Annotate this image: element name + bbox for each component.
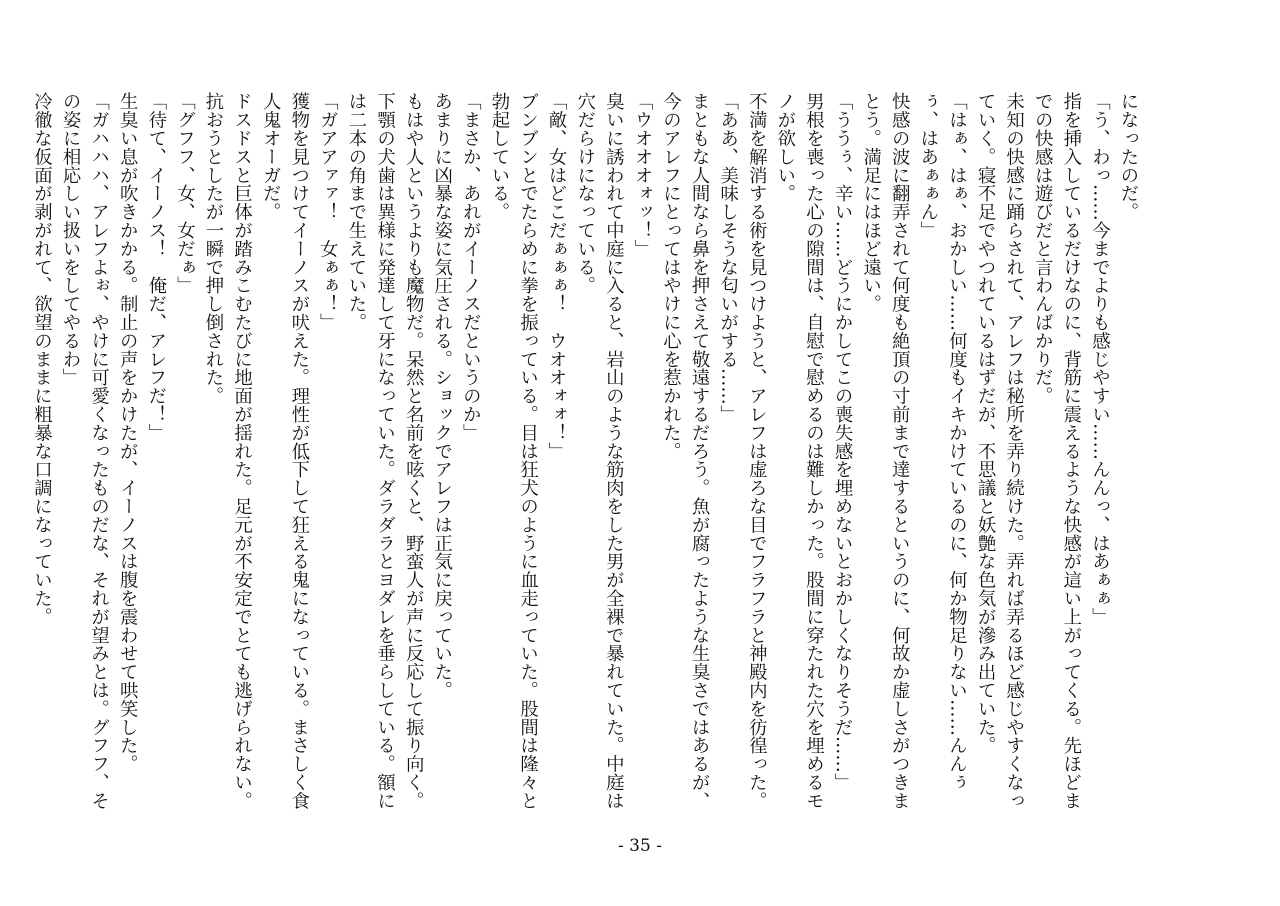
paragraph: 「グフフ、女、女だぁ」 <box>174 92 196 295</box>
paragraph: 指を挿入しているだけなのに、背筋に震えるような快感が這い上がってくる。先ほどまでの快感は遊びだと言わんばかりだ。 <box>1032 92 1082 810</box>
paragraph: 生臭い息が吹きかかる。制止の声をかけたが、イーノスは腹を震わせて哄笑した。 <box>117 92 139 773</box>
paragraph: ブンブンとでたらめに拳を振っている。目は狂犬のように血走っていた。股間は隆々と勃起している。 <box>488 92 539 810</box>
paragraph: 「ああ、美味しそうな匂いがする……」 <box>717 92 739 424</box>
page-number: - 35 - <box>618 836 662 856</box>
paragraph: 獲物を見つけてイーノスが吠えた。理性が低下して狂える鬼になっている。まさしく食人鬼オーガだ。 <box>260 92 310 810</box>
paragraph: 「ガハハハ、アレフよぉ、やけに可愛くなったものだな、それが望みとは。グフフ、その姿に相応しい扱いをしてやるわ」 <box>60 92 110 810</box>
paragraph: 「敵、女はどこだぁぁぁ！ ウオオォォ！」 <box>546 92 568 460</box>
paragraph: 臭いに誘われて中庭に入ると、岩山のような筋肉をした男が全裸で暴れていた。中庭は穴だらけになっている。 <box>574 92 625 810</box>
paragraph: になったのだ。 <box>1118 92 1139 221</box>
paragraph: 「う、わっ……今までよりも感じやすい……んんっ、はあぁぁ」 <box>1089 92 1111 626</box>
paragraph: 「待て、イーノス！ 俺だ、アレフだ！」 <box>145 92 167 442</box>
paragraph: 不満を解消する術を見つけようと、アレフは虚ろな目でフラフラと神殿内を彷徨った。 <box>746 92 768 810</box>
paragraph: 「ウオオオォッ！」 <box>631 92 653 258</box>
paragraph: 「ガアアァァ！ 女ぁぁ！」 <box>317 92 339 332</box>
paragraph: もはや人というよりも魔物だ。呆然と名前を呟くと、野蛮人が声に反応して振り向く。下顎の犬歯は異様に発達して牙になっていた。ダラダラとヨダレを垂らしている。額には二本の角まで生えていた。 <box>345 92 425 810</box>
paragraph: 男根を喪った心の隙間は、自慰で慰めるのは難しかった。股間に穿たれた穴を埋めるモノが欲しい。 <box>774 92 825 810</box>
paragraph: 冷徹な仮面が剥がれて、欲望のままに粗暴な口調になっていた。 <box>31 92 53 626</box>
paragraph: 「ううぅ、辛い……どうにかしてこの喪失感を埋めないとおかしくなりそうだ……」 <box>832 92 854 792</box>
paragraph: 「はぁ、はぁ、おかしい……何度もイキかけているのに、何か物足りない……んんぅぅ、はあぁぁん」 <box>917 92 968 792</box>
paragraph: 「まさか、あれがイーノスだというのか」 <box>460 92 482 442</box>
vertical-text-body <box>31 92 1142 826</box>
paragraph: 未知の快感に踊らされて、アレフは秘所を弄り続けた。弄れば弄るほど感じやすくなっていく。寝不足でやつれているはずだが、不思議と妖艶な色気が滲み出ていた。 <box>975 92 1025 810</box>
paragraph: まともな人間なら鼻を押さえて敬遠するだろう。魚が腐ったような生臭さではあるが、今のアレフにとってはやけに心を惹かれた。 <box>660 92 711 810</box>
paragraph: ドスドスと巨体が踏みこむたびに地面が揺れた。足元が不安定でとても逃げられない。抗おうとしたが一瞬で押し倒された。 <box>203 92 253 810</box>
paragraph: あまりに凶暴な姿に気圧される。ショックでアレフは正気に戻っていた。 <box>431 92 453 700</box>
paragraph: 快感の波に翻弄されて何度も絶頂の寸前まで達するというのに、何故か虚しさがつきまとう。満足にはほど遠い。 <box>860 92 911 810</box>
